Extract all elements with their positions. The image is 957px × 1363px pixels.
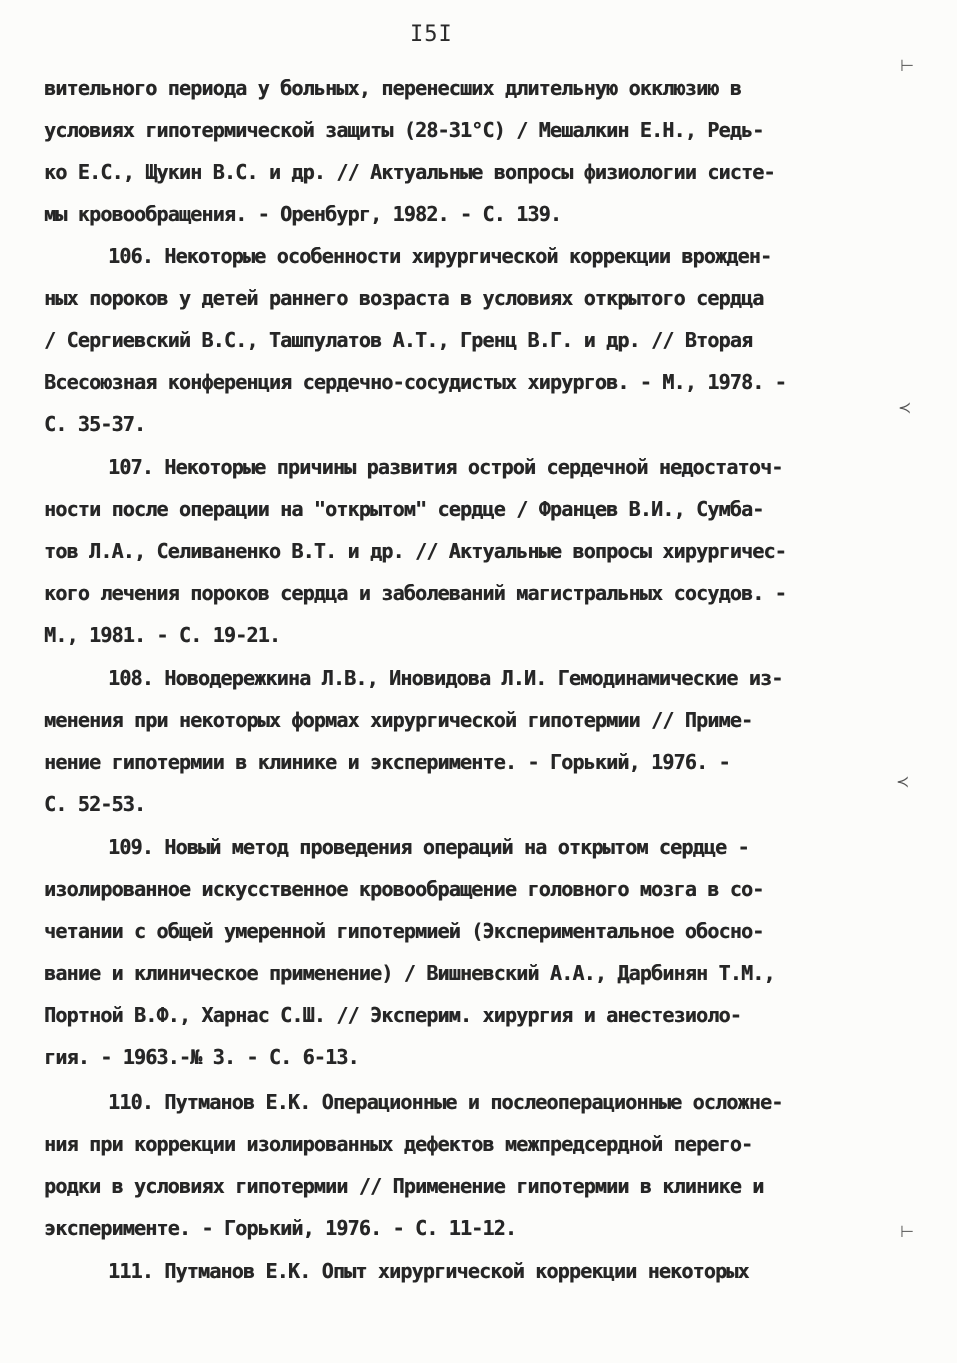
reference-entry-106: 106. Некоторые особенности хирургической коррекции врожден- <box>108 244 772 268</box>
text-line: М., 1981. - С. 19-21. <box>44 623 281 647</box>
text-line: условиях гипотермической защиты (28-31°C) / Мешалкин Е.Н., Редь- <box>44 118 764 142</box>
reference-entry-108: 108. Новодережкина Л.В., Иновидова Л.И. Гемодинамические из- <box>108 666 783 690</box>
text-line: кого лечения пороков сердца и заболеваний магистральных сосудов. - <box>44 581 786 605</box>
reference-entry-109: 109. Новый метод проведения операций на открытом сердце - <box>108 835 749 859</box>
text-line: четании с общей умеренной гипотермией (Экспериментальное обосно- <box>44 919 764 943</box>
text-line: гия. - 1963.-№ 3. - С. 6-13. <box>44 1045 359 1069</box>
text-line: ных пороков у детей раннего возраста в условиях открытого сердца <box>44 286 764 310</box>
text-line: ко Е.С., Щукин В.С. и др. // Актуальные вопросы физиологии систе- <box>44 160 775 184</box>
reference-entry-111: 111. Путманов Е.К. Опыт хирургической коррекции некоторых <box>108 1259 749 1283</box>
text-line: изолированное искусственное кровообращение головного мозга в со- <box>44 877 764 901</box>
text-line: родки в условиях гипотермии // Применение гипотермии в клинике и <box>44 1174 764 1198</box>
text-line: вание и клиническое применение) / Вишневский А.А., Дарбинян Т.М., <box>44 961 775 985</box>
margin-mark-icon: ⊢ <box>900 56 914 75</box>
reference-entry-110: 110. Путманов Е.К. Операционные и послеоперационные осложне- <box>108 1090 783 1114</box>
text-line: Портной В.Ф., Харнас С.Ш. // Эксперим. хирургия и анестезиоло- <box>44 1003 741 1027</box>
margin-mark-icon: ⊢ <box>900 1222 914 1241</box>
reference-entry-107: 107. Некоторые причины развития острой сердечной недостаточ- <box>108 455 783 479</box>
margin-mark-icon: ≺ <box>896 772 910 791</box>
text-line: С. 35-37. <box>44 412 146 436</box>
text-line: мы кровообращения. - Оренбург, 1982. - С. 139. <box>44 202 562 226</box>
text-line: менения при некоторых формах хирургической гипотермии // Приме- <box>44 708 753 732</box>
text-line: тов Л.А., Селиваненко В.Т. и др. // Актуальные вопросы хирургичес- <box>44 539 786 563</box>
text-line: ности после операции на "открытом" сердце / Францев В.И., Сумба- <box>44 497 764 521</box>
margin-mark-icon: ≺ <box>898 398 912 417</box>
text-line: С. 52-53. <box>44 792 146 816</box>
text-line: / Сергиевский В.С., Ташпулатов А.Т., Гренц В.Г. и др. // Вторая <box>44 328 753 352</box>
text-line: Всесоюзная конференция сердечно-сосудистых хирургов. - М., 1978. - <box>44 370 786 394</box>
text-line: ния при коррекции изолированных дефектов межпредсердной перего- <box>44 1132 753 1156</box>
text-line: нение гипотермии в клинике и эксперименте. - Горький, 1976. - <box>44 750 730 774</box>
text-line: вительного периода у больных, перенесших длительную окклюзию в <box>44 76 741 100</box>
text-line: эксперименте. - Горький, 1976. - С. 11-12. <box>44 1216 517 1240</box>
page-number: I5I <box>410 22 453 47</box>
